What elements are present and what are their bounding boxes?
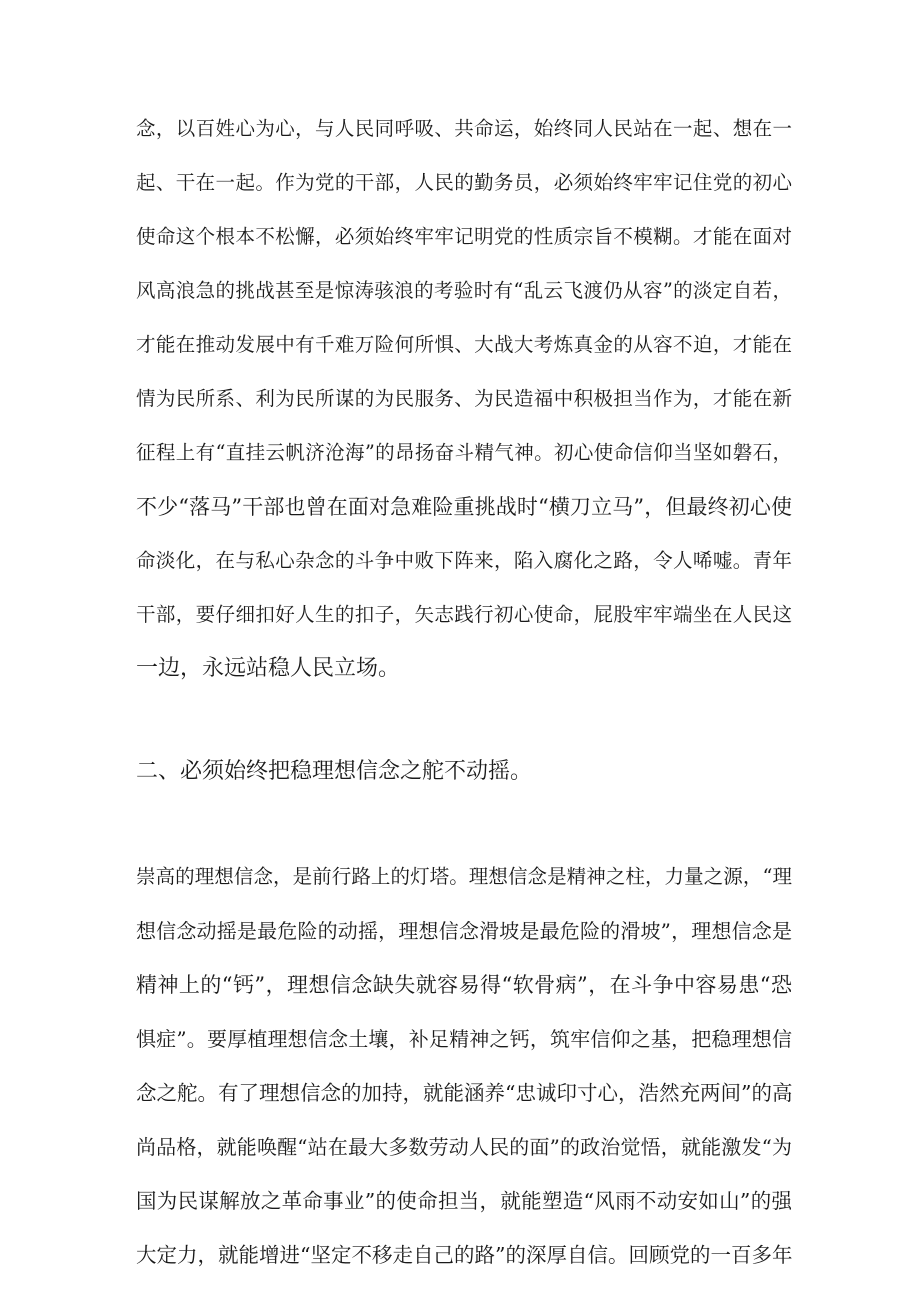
text-line: 尚品格，就能唤醒“站在最大多数劳动人民的面”的政治觉悟，就能激发“为 xyxy=(136,1135,792,1159)
text-line: 命淡化，在与私心杂念的斗争中败下阵来，陷入腐化之路，令人唏嘘。青年 xyxy=(136,549,792,572)
text-line: 想信念动摇是最危险的动摇，理想信念滑坡是最危险的滑坡”，理想信念是 xyxy=(136,919,792,943)
text-line: 风高浪急的挑战甚至是惊涛骇浪的考验时有“乱云飞渡仍从容”的淡定自若， xyxy=(136,279,792,302)
text-line: 念，以百姓心为心，与人民同呼吸、共命运，始终同人民站在一起、想在一 xyxy=(136,117,792,140)
text-line: 大定力，就能增进“坚定不移走自己的路”的深厚自信。回顾党的一百多年 xyxy=(136,1243,793,1267)
text-line: 一边，永远站稳人民立场。 xyxy=(136,656,401,681)
text-line: 征程上有“直挂云帆济沧海”的昂扬奋斗精气神。初心使命信仰当坚如磐石， xyxy=(136,441,792,464)
section-heading: 二、必须始终把稳理想信念之舵不动摇。 xyxy=(136,759,533,784)
text-line: 不少“落马”干部也曾在面对急难险重挑战时“横刀立马”，但最终初心使 xyxy=(136,495,792,519)
text-line: 念之舵。有了理想信念的加持，就能涵养“忠诚印寸心，浩然充两间”的高 xyxy=(136,1081,793,1105)
text-line: 情为民所系、利为民所谋的为民服务、为民造福中积极担当作为，才能在新 xyxy=(136,387,792,410)
text-line: 国为民谋解放之革命事业”的使命担当，就能塑造“风雨不动安如山”的强 xyxy=(136,1189,792,1213)
text-line: 干部，要仔细扣好人生的扣子，矢志践行初心使命，屁股牢牢端坐在人民这 xyxy=(136,603,792,626)
text-line: 起、干在一起。作为党的干部，人民的勤务员，必须始终牢牢记住党的初心 xyxy=(136,171,792,194)
text-line: 精神上的“钙”，理想信念缺失就容易得“软骨病”，在斗争中容易患“恐 xyxy=(136,973,792,997)
text-line: 使命这个根本不松懈，必须始终牢牢记明党的性质宗旨不模糊。才能在面对 xyxy=(136,225,792,248)
text-line: 惧症”。要厚植理想信念土壤，补足精神之钙，筑牢信仰之基，把稳理想信 xyxy=(136,1027,792,1051)
text-line: 才能在推动发展中有千难万险何所惧、大战大考炼真金的从容不迫，才能在 xyxy=(136,333,792,356)
text-line: 崇高的理想信念，是前行路上的灯塔。理想信念是精神之柱，力量之源，“理 xyxy=(136,865,792,888)
